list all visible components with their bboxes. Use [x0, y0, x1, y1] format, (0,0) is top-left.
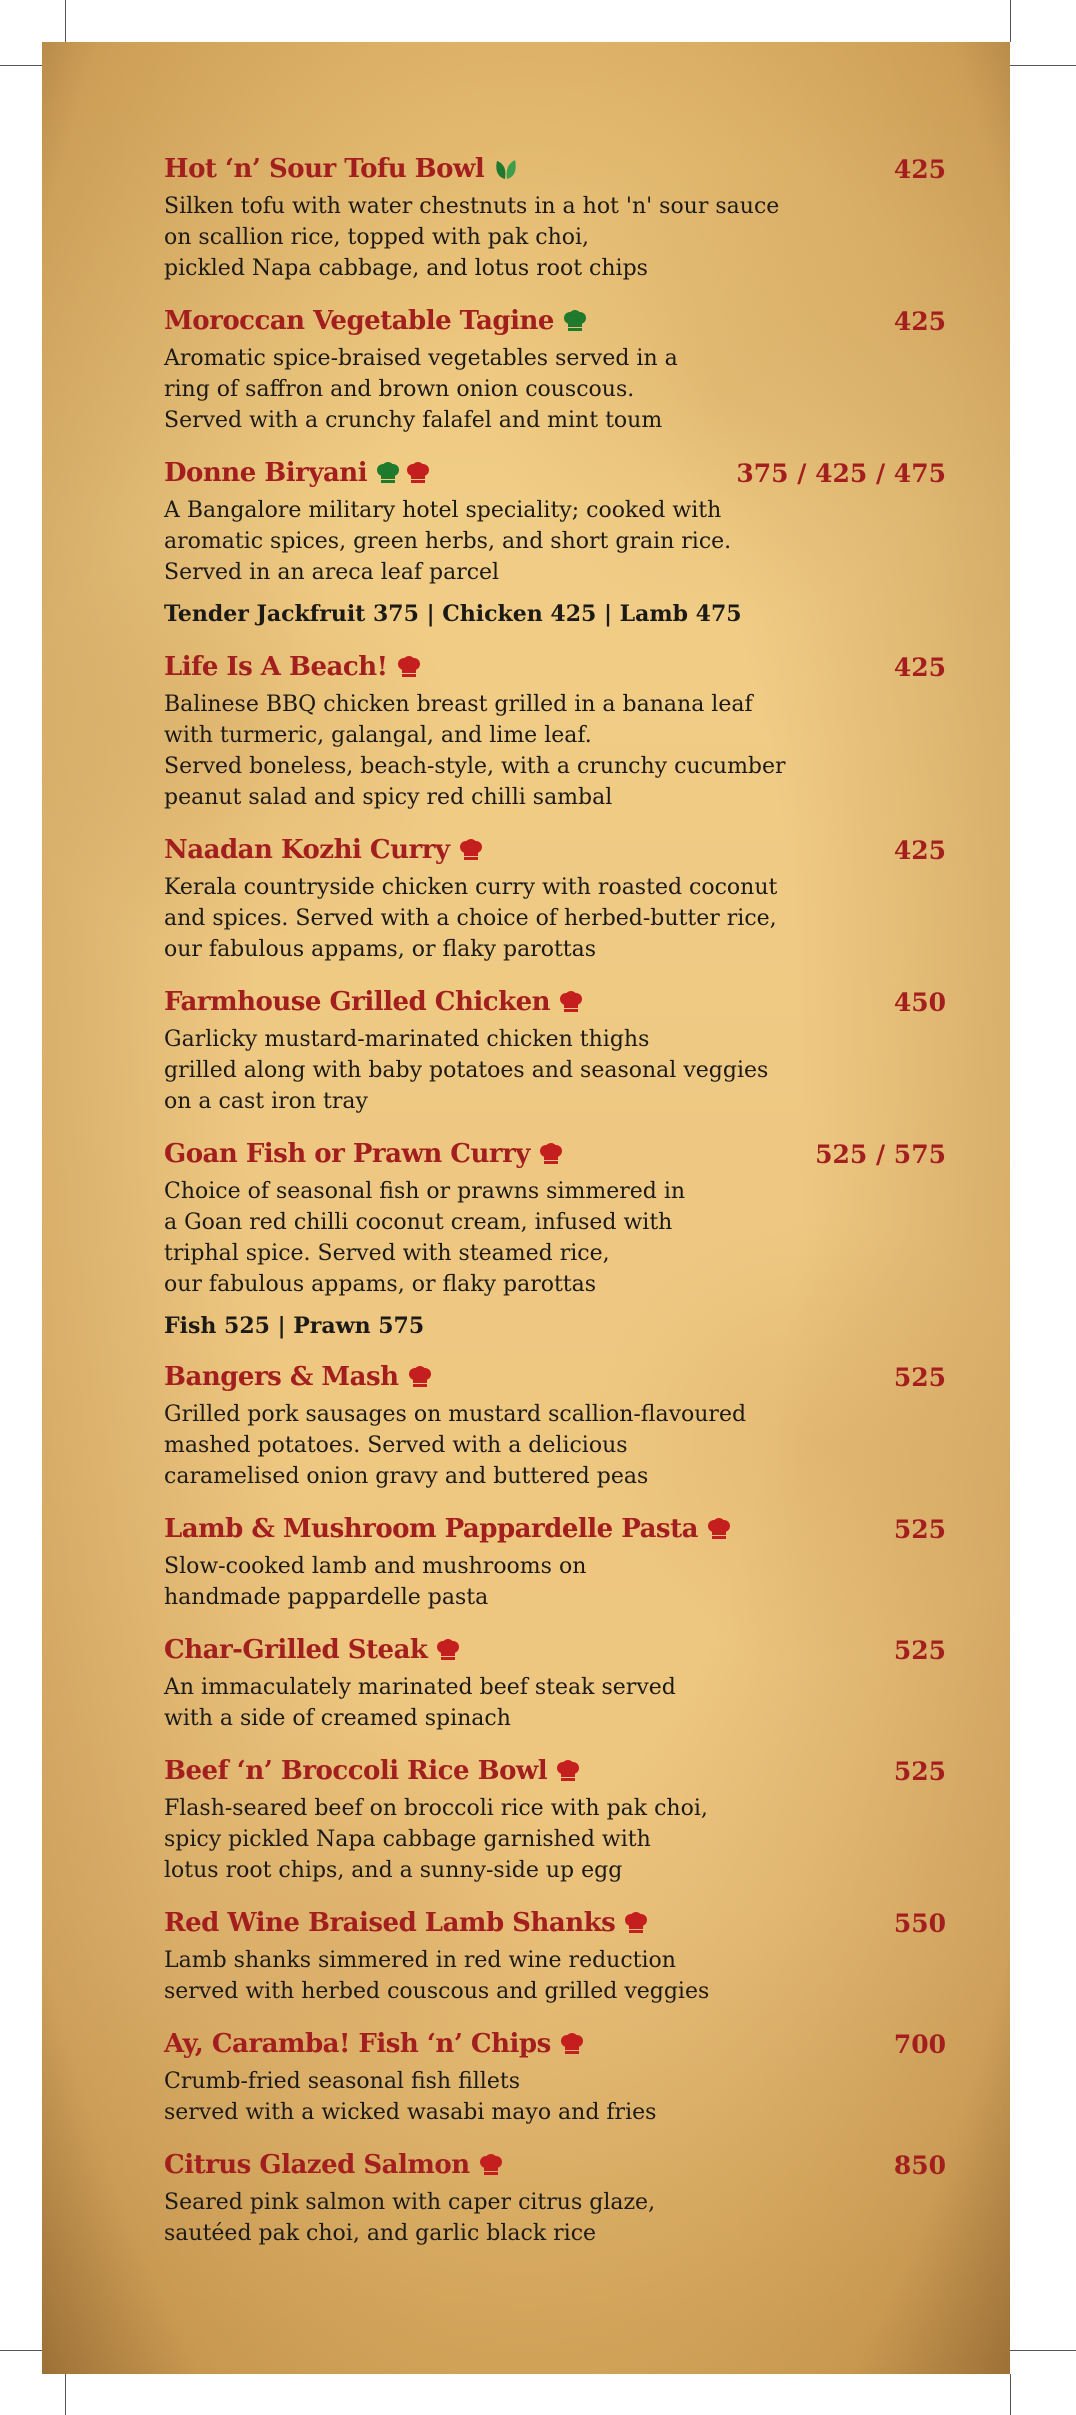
- description-line: Crumb-fried seasonal fish fillets: [164, 2069, 520, 2094]
- crop-mark: [65, 0, 66, 42]
- menu-item-header: [164, 147, 946, 191]
- dish-description: [164, 872, 946, 965]
- menu-item: [164, 980, 946, 1117]
- nonveg-chef-hat-icon: [539, 1143, 563, 1165]
- menu-item: [164, 2022, 946, 2128]
- description-line: lotus root chips, and a sunny-side up egg: [164, 1858, 623, 1883]
- description-line: An immaculately marinated beef steak served: [164, 1675, 676, 1700]
- description-line: Silken tofu with water chestnuts in a hot 'n' sour sauce: [164, 194, 780, 219]
- diet-icons: [376, 462, 430, 484]
- menu-item: [164, 1901, 946, 2007]
- dish-price: 425: [893, 154, 946, 184]
- menu-item: [164, 645, 946, 813]
- nonveg-chef-hat-icon: [479, 2154, 503, 2176]
- dish-name: Bangers & Mash: [164, 1362, 399, 1392]
- description-line: peanut salad and spicy red chilli sambal: [164, 785, 613, 810]
- menu-item: [164, 1628, 946, 1734]
- description-line: Slow-cooked lamb and mushrooms on: [164, 1554, 587, 1579]
- menu-item: [164, 299, 946, 436]
- menu-item: [164, 828, 946, 965]
- menu-item-header: [164, 1628, 946, 1672]
- dish-description: [164, 2187, 946, 2249]
- description-line: mashed potatoes. Served with a delicious: [164, 1433, 628, 1458]
- nonveg-chef-hat-icon: [459, 839, 483, 861]
- crop-mark: [1010, 2374, 1011, 2415]
- menu-item-header: [164, 299, 946, 343]
- dish-name: Moroccan Vegetable Tagine: [164, 306, 554, 336]
- dish-price: 425: [893, 652, 946, 682]
- description-line: served with a wicked wasabi mayo and fries: [164, 2100, 657, 2125]
- dish-description: [164, 1024, 946, 1117]
- nonveg-chef-hat-icon: [397, 656, 421, 678]
- diet-icons: [624, 1912, 648, 1934]
- dish-price: 525: [893, 1756, 946, 1786]
- diet-icons: [436, 1639, 460, 1661]
- description-line: A Bangalore military hotel speciality; cooked with: [164, 498, 722, 523]
- dish-price: 525 / 575: [815, 1139, 946, 1169]
- description-line: Kerala countryside chicken curry with roasted coconut: [164, 875, 778, 900]
- description-line: on scallion rice, topped with pak choi,: [164, 225, 590, 250]
- description-line: a Goan red chilli coconut cream, infused with: [164, 1210, 673, 1235]
- dish-description: [164, 1551, 946, 1613]
- diet-icons: [707, 1518, 731, 1540]
- crop-mark: [1010, 65, 1076, 66]
- dish-name: Hot ‘n’ Sour Tofu Bowl: [164, 154, 485, 184]
- description-line: with turmeric, galangal, and lime leaf.: [164, 723, 592, 748]
- description-line: aromatic spices, green herbs, and short grain rice.: [164, 529, 732, 554]
- menu-item: [164, 2143, 946, 2249]
- nonveg-chef-hat-icon: [408, 1366, 432, 1388]
- diet-icons: [408, 1366, 432, 1388]
- description-line: Aromatic spice-braised vegetables served in a: [164, 346, 678, 371]
- dish-description: [164, 343, 946, 436]
- dish-name: Char-Grilled Steak: [164, 1635, 428, 1665]
- menu-item-header: [164, 2143, 946, 2187]
- dish-name: Naadan Kozhi Curry: [164, 835, 450, 865]
- diet-icons: [493, 157, 519, 181]
- dish-description: [164, 2066, 946, 2128]
- diet-icons: [479, 2154, 503, 2176]
- description-line: our fabulous appams, or flaky parottas: [164, 1272, 597, 1297]
- menu-item-header: [164, 980, 946, 1024]
- menu-item: [164, 451, 946, 630]
- dish-description: [164, 1176, 946, 1300]
- dish-description: [164, 1945, 946, 2007]
- menu-items-list: [164, 147, 946, 2249]
- dish-name: Ay, Caramba! Fish ‘n’ Chips: [164, 2029, 551, 2059]
- description-line: ring of saffron and brown onion couscous.: [164, 377, 635, 402]
- dish-description: [164, 495, 946, 588]
- crop-mark: [1010, 0, 1011, 42]
- dish-name: Beef ‘n’ Broccoli Rice Bowl: [164, 1756, 548, 1786]
- menu-item-header: [164, 1901, 946, 1945]
- menu-item: [164, 1749, 946, 1886]
- nonveg-chef-hat-icon: [707, 1518, 731, 1540]
- description-line: with a side of creamed spinach: [164, 1706, 511, 1731]
- menu-item: [164, 1132, 946, 1342]
- menu-item-header: [164, 2022, 946, 2066]
- dish-price: 525: [893, 1362, 946, 1392]
- description-line: Lamb shanks simmered in red wine reduction: [164, 1948, 676, 1973]
- description-line: Choice of seasonal fish or prawns simmered in: [164, 1179, 686, 1204]
- dish-description: [164, 689, 946, 813]
- dish-description: [164, 1793, 946, 1886]
- description-line: Served with a crunchy falafel and mint toum: [164, 408, 663, 433]
- diet-icons: [560, 2033, 584, 2055]
- description-line: Seared pink salmon with caper citrus glaze,: [164, 2190, 656, 2215]
- nonveg-chef-hat-icon: [406, 462, 430, 484]
- diet-icons: [563, 310, 587, 332]
- dish-name: Citrus Glazed Salmon: [164, 2150, 470, 2180]
- menu-item-header: [164, 1132, 946, 1176]
- diet-icons: [539, 1143, 563, 1165]
- dish-price: 850: [893, 2150, 946, 2180]
- menu-item: [164, 1355, 946, 1492]
- description-line: Garlicky mustard-marinated chicken thighs: [164, 1027, 650, 1052]
- dish-price: 700: [893, 2029, 946, 2059]
- menu-item-header: [164, 1749, 946, 1793]
- dish-description: [164, 191, 946, 284]
- menu-item-header: [164, 1507, 946, 1551]
- description-line: triphal spice. Served with steamed rice,: [164, 1241, 610, 1266]
- menu-item-header: [164, 1355, 946, 1399]
- crop-mark: [65, 2374, 66, 2415]
- nonveg-chef-hat-icon: [556, 1760, 580, 1782]
- dish-price: 425: [893, 306, 946, 336]
- description-line: grilled along with baby potatoes and seasonal veggies: [164, 1058, 769, 1083]
- diet-icons: [556, 1760, 580, 1782]
- diet-icons: [459, 839, 483, 861]
- description-line: caramelised onion gravy and buttered peas: [164, 1464, 649, 1489]
- nonveg-chef-hat-icon: [624, 1912, 648, 1934]
- menu-page: [42, 42, 1010, 2374]
- dish-description: [164, 1672, 946, 1734]
- veg-chef-hat-icon: [376, 462, 400, 484]
- dish-name: Farmhouse Grilled Chicken: [164, 987, 551, 1017]
- dish-description: [164, 1399, 946, 1492]
- dish-name: Goan Fish or Prawn Curry: [164, 1139, 530, 1169]
- nonveg-chef-hat-icon: [559, 991, 583, 1013]
- description-line: sautéed pak choi, and garlic black rice: [164, 2221, 597, 2246]
- nonveg-chef-hat-icon: [560, 2033, 584, 2055]
- description-line: served with herbed couscous and grilled veggies: [164, 1979, 710, 2004]
- nonveg-chef-hat-icon: [436, 1639, 460, 1661]
- description-line: Flash-seared beef on broccoli rice with pak choi,: [164, 1796, 708, 1821]
- menu-item: [164, 1507, 946, 1613]
- dish-name: Life Is A Beach!: [164, 652, 388, 682]
- crop-mark: [0, 2350, 42, 2351]
- diet-icons: [397, 656, 421, 678]
- description-line: Served boneless, beach-style, with a crunchy cucumber: [164, 754, 786, 779]
- menu-item-header: [164, 451, 946, 495]
- menu-item-header: [164, 645, 946, 689]
- menu-item-header: [164, 828, 946, 872]
- dish-name: Lamb & Mushroom Pappardelle Pasta: [164, 1514, 698, 1544]
- description-line: Served in an areca leaf parcel: [164, 560, 500, 585]
- description-line: spicy pickled Napa cabbage garnished with: [164, 1827, 651, 1852]
- dish-price: 450: [893, 987, 946, 1017]
- description-line: and spices. Served with a choice of herbed-butter rice,: [164, 906, 777, 931]
- description-line: our fabulous appams, or flaky parottas: [164, 937, 597, 962]
- dish-name: Donne Biryani: [164, 458, 368, 488]
- dish-price: 525: [893, 1635, 946, 1665]
- description-line: Balinese BBQ chicken breast grilled in a banana leaf: [164, 692, 753, 717]
- veg-chef-hat-icon: [563, 310, 587, 332]
- dish-name: Red Wine Braised Lamb Shanks: [164, 1908, 616, 1938]
- leaf-icon: [493, 157, 519, 181]
- dish-price: 550: [893, 1908, 946, 1938]
- crop-mark: [1010, 2350, 1076, 2351]
- dish-price: 525: [893, 1514, 946, 1544]
- dish-variants: Fish 525 | Prawn 575: [164, 1313, 425, 1339]
- dish-price: 375 / 425 / 475: [736, 458, 946, 488]
- dish-price: 425: [893, 835, 946, 865]
- description-line: pickled Napa cabbage, and lotus root chips: [164, 256, 648, 281]
- description-line: handmade pappardelle pasta: [164, 1585, 489, 1610]
- menu-item: [164, 147, 946, 284]
- crop-mark: [0, 65, 42, 66]
- description-line: on a cast iron tray: [164, 1089, 368, 1114]
- diet-icons: [559, 991, 583, 1013]
- dish-variants: Tender Jackfruit 375 | Chicken 425 | Lamb 475: [164, 601, 742, 627]
- description-line: Grilled pork sausages on mustard scallion-flavoured: [164, 1402, 747, 1427]
